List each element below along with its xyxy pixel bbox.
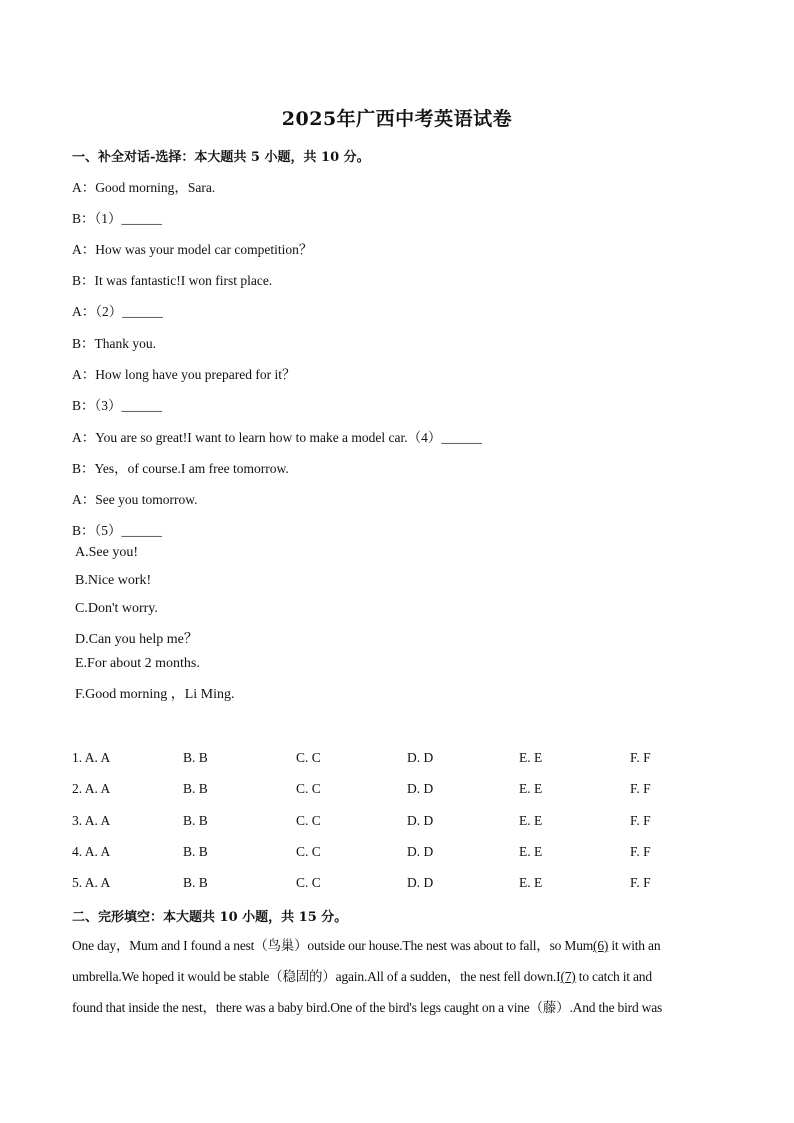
choice-c[interactable]: C. C: [296, 875, 321, 890]
blank-6[interactable]: (6): [593, 938, 609, 953]
choice-b[interactable]: B. B: [183, 813, 208, 828]
section-1-heading: 一、补全对话-选择：本大题共 5 小题，共 10 分。: [72, 150, 370, 165]
choice-d[interactable]: D. D: [407, 781, 434, 796]
choice-f[interactable]: F. F: [630, 750, 651, 765]
question-row-1: [72, 750, 712, 770]
dialogue-line: B：Thank you.: [72, 336, 156, 351]
option-item: A.See you!: [75, 545, 138, 560]
option-item: D.Can you help me？: [75, 632, 198, 647]
choice-f[interactable]: F. F: [630, 875, 651, 890]
choice-b[interactable]: B. B: [183, 875, 208, 890]
option-item: F.Good morning ，Li Ming.: [75, 687, 235, 702]
passage-line: [72, 930, 722, 961]
choice-a[interactable]: 3. A. A: [72, 813, 111, 828]
option-item: C.Don't worry.: [75, 601, 158, 616]
page-title: 2025年广西中考英语试卷: [281, 108, 513, 130]
dialogue-line: B：（5）______: [72, 523, 163, 538]
dialogue-line: A：How long have you prepared for it？: [72, 367, 296, 382]
question-row-5: [72, 875, 712, 895]
choice-c[interactable]: C. C: [296, 781, 321, 796]
choice-e[interactable]: E. E: [519, 813, 543, 828]
section-2-heading: 二、完形填空：本大题共 10 小题，共 15 分。: [72, 910, 348, 925]
passage-line: [72, 992, 722, 1023]
dialogue-line: A：You are so great!I want to learn how to make a model car.（4）______: [72, 430, 482, 445]
choice-f[interactable]: F. F: [630, 844, 651, 859]
dialogue-line: B：It was fantastic!I won first place.: [72, 273, 273, 288]
choice-e[interactable]: E. E: [519, 844, 543, 859]
question-row-3: [72, 813, 712, 833]
passage-text: found that inside the nest，there was a baby bird.One of the bird's legs caught on a vine（藤）.And the bird was: [72, 1000, 663, 1015]
choice-e[interactable]: E. E: [519, 781, 543, 796]
choice-c[interactable]: C. C: [296, 750, 321, 765]
option-item: E.For about 2 months.: [75, 656, 200, 671]
passage-text: to catch it and: [575, 969, 652, 984]
dialogue-line: B：（1）______: [72, 211, 163, 226]
choice-a[interactable]: 4. A. A: [72, 844, 111, 859]
cloze-passage: [72, 930, 722, 1023]
choice-c[interactable]: C. C: [296, 844, 321, 859]
choice-d[interactable]: D. D: [407, 875, 434, 890]
choice-d[interactable]: D. D: [407, 750, 434, 765]
dialogue-line: A：（2）______: [72, 304, 163, 319]
question-row-2: [72, 781, 712, 801]
option-item: B.Nice work!: [75, 573, 152, 588]
choice-f[interactable]: F. F: [630, 781, 651, 796]
question-row-4: [72, 844, 712, 864]
choice-e[interactable]: E. E: [519, 750, 543, 765]
choice-a[interactable]: 1. A. A: [72, 750, 111, 765]
choice-f[interactable]: F. F: [630, 813, 651, 828]
choice-b[interactable]: B. B: [183, 844, 208, 859]
choice-d[interactable]: D. D: [407, 844, 434, 859]
choice-b[interactable]: B. B: [183, 781, 208, 796]
dialogue-line: A：How was your model car competition？: [72, 242, 313, 257]
passage-line: [72, 961, 722, 992]
choice-e[interactable]: E. E: [519, 875, 543, 890]
passage-text: umbrella.We hoped it would be stable（稳固的）again.All of a sudden，the nest fell down.I: [72, 969, 561, 984]
dialogue-line: B：Yes，of course.I am free tomorrow.: [72, 461, 289, 476]
choice-b[interactable]: B. B: [183, 750, 208, 765]
passage-text: One day，Mum and I found a nest（鸟巢）outside our house.The nest was about to fall，so Mum: [72, 938, 594, 953]
dialogue-line: A：Good morning，Sara.: [72, 180, 216, 195]
choice-d[interactable]: D. D: [407, 813, 434, 828]
dialogue-line: B：（3）______: [72, 398, 163, 413]
blank-7[interactable]: (7): [560, 969, 576, 984]
passage-text: it with an: [608, 938, 661, 953]
choice-a[interactable]: 2. A. A: [72, 781, 111, 796]
dialogue-line: A：See you tomorrow.: [72, 492, 198, 507]
choice-a[interactable]: 5. A. A: [72, 875, 111, 890]
choice-c[interactable]: C. C: [296, 813, 321, 828]
